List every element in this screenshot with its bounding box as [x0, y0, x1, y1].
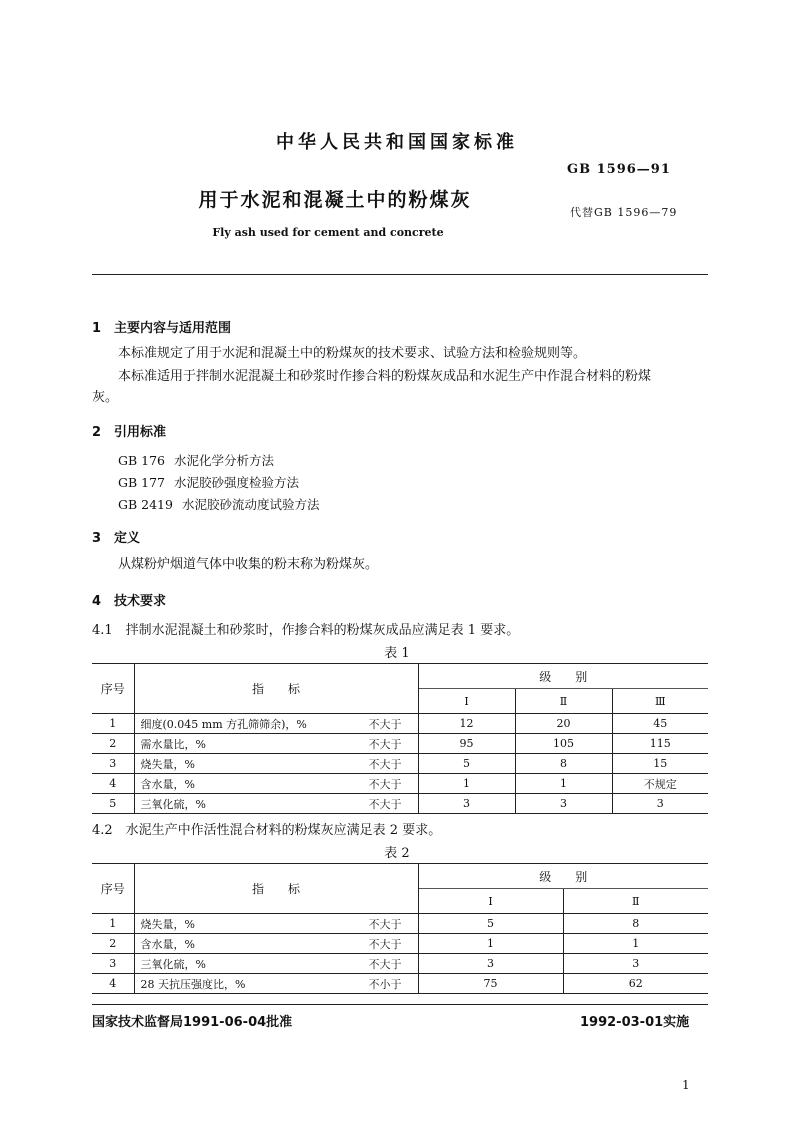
row-indicator-cell [134, 974, 418, 994]
header-rule [92, 274, 708, 275]
reference-title: 水泥胶砂强度检验方法 [174, 475, 300, 490]
table-1-caption: 表 1 [384, 646, 410, 661]
row-limit: 不大于 [368, 937, 402, 951]
table-2-header-grade: 级 别 [418, 864, 708, 889]
row-value: 75 [418, 974, 563, 994]
row-value: 15 [612, 754, 708, 774]
row-limit: 不大于 [368, 777, 402, 791]
row-limit: 不大于 [368, 717, 402, 731]
row-value: 12 [418, 714, 515, 734]
row-value: 8 [563, 914, 708, 934]
row-no: 4 [92, 774, 134, 794]
implementation-date: 1992-03-01实施 [580, 1015, 690, 1030]
row-value: 1 [563, 934, 708, 954]
row-value: 1 [515, 774, 612, 794]
page-number: 1 [682, 1078, 690, 1092]
table-2-header-indicator: 指 标 [134, 864, 418, 914]
row-indicator: 烧失量，% [140, 757, 195, 771]
row-no: 5 [92, 794, 134, 814]
document-title: 用于水泥和混凝土中的粉煤灰 [198, 189, 472, 211]
row-indicator: 28 天抗压强度比，% [140, 977, 246, 991]
table-2-grade: Ⅰ [418, 889, 563, 914]
table-1-header-grade: 级 别 [418, 664, 708, 689]
row-indicator: 三氧化硫，% [140, 957, 206, 971]
table-row [92, 774, 708, 794]
row-limit: 不大于 [368, 797, 402, 811]
row-value: 8 [515, 754, 612, 774]
row-value: 62 [563, 974, 708, 994]
table-2 [92, 863, 708, 994]
row-no: 2 [92, 734, 134, 754]
reference-code: GB 177 [118, 475, 166, 490]
section-1-paragraph-1: 本标准规定了用于水泥和混凝土中的粉煤灰的技术要求、试验方法和检验规则等。 [118, 346, 587, 361]
section-1-paragraph-2: 本标准适用于拌制水泥混凝土和砂浆时作掺合料的粉煤灰成品和水泥生产中作混合材料的粉煤 [118, 369, 652, 384]
row-value: 20 [515, 714, 612, 734]
row-value: 3 [563, 954, 708, 974]
table-row [92, 754, 708, 774]
reference-item [118, 451, 274, 469]
row-indicator-cell [134, 714, 418, 734]
row-indicator-cell [134, 774, 418, 794]
row-no: 1 [92, 714, 134, 734]
row-indicator: 三氧化硫，% [140, 797, 206, 811]
approval-line: 国家技术监督局1991-06-04批准 [92, 1015, 293, 1030]
footer-rule [92, 1004, 708, 1005]
table-1-header-no: 序号 [92, 664, 134, 714]
section-3-heading: 3 定义 [92, 531, 141, 546]
row-indicator: 烧失量，% [140, 917, 195, 931]
section-1-paragraph-2-cont: 灰。 [92, 390, 119, 405]
row-value: 5 [418, 754, 515, 774]
row-indicator-cell [134, 934, 418, 954]
table-1-header-indicator: 指 标 [134, 664, 418, 714]
row-no: 3 [92, 954, 134, 974]
clause-4-1: 4.1 拌制水泥混凝土和砂浆时，作掺合料的粉煤灰成品应满足表 1 要求。 [92, 623, 520, 638]
row-indicator-cell [134, 794, 418, 814]
row-value: 3 [515, 794, 612, 814]
table-row [92, 934, 708, 954]
row-value: 115 [612, 734, 708, 754]
row-indicator-cell [134, 734, 418, 754]
clause-4-2: 4.2 水泥生产中作活性混合材料的粉煤灰应满足表 2 要求。 [92, 823, 442, 838]
row-value: 1 [418, 934, 563, 954]
row-no: 4 [92, 974, 134, 994]
reference-title: 水泥胶砂流动度试验方法 [182, 497, 320, 512]
row-no: 2 [92, 934, 134, 954]
row-no: 1 [92, 914, 134, 934]
row-limit: 不大于 [368, 957, 402, 971]
table-row [92, 714, 708, 734]
row-value: 3 [612, 794, 708, 814]
row-indicator: 含水量，% [140, 937, 195, 951]
table-2-header-no: 序号 [92, 864, 134, 914]
table-row [92, 914, 708, 934]
reference-item [118, 495, 320, 513]
row-value: 不规定 [612, 774, 708, 794]
row-value: 1 [418, 774, 515, 794]
row-limit: 不大于 [368, 917, 402, 931]
table-1-grade: Ⅱ [515, 689, 612, 714]
reference-code: GB 2419 [118, 497, 173, 512]
table-row [92, 734, 708, 754]
row-indicator: 需水量比，% [140, 737, 206, 751]
row-value: 5 [418, 914, 563, 934]
table-row [92, 794, 708, 814]
row-indicator-cell [134, 754, 418, 774]
row-indicator-cell [134, 914, 418, 934]
row-value: 95 [418, 734, 515, 754]
table-row [92, 954, 708, 974]
table-2-caption: 表 2 [384, 846, 410, 861]
row-indicator: 细度(0.045 mm 方孔筛筛余)，% [140, 717, 307, 731]
row-indicator-cell [134, 954, 418, 974]
row-value: 3 [418, 794, 515, 814]
standard-number: GB 1596—91 [567, 162, 671, 177]
table-2-header-row [92, 864, 708, 889]
table-1-grade: Ⅲ [612, 689, 708, 714]
row-limit: 不大于 [368, 737, 402, 751]
row-indicator: 含水量，% [140, 777, 195, 791]
reference-item [118, 473, 299, 491]
table-row [92, 974, 708, 994]
row-no: 3 [92, 754, 134, 774]
table-1-grade: Ⅰ [418, 689, 515, 714]
row-limit: 不小于 [368, 977, 402, 991]
row-value: 105 [515, 734, 612, 754]
reference-code: GB 176 [118, 453, 166, 468]
replaces-standard: 代替GB 1596—79 [570, 206, 678, 219]
english-title: Fly ash used for cement and concrete [212, 226, 444, 239]
section-3-paragraph: 从煤粉炉烟道气体中收集的粉末称为粉煤灰。 [118, 557, 379, 572]
reference-title: 水泥化学分析方法 [174, 453, 275, 468]
country-standard-title: 中华人民共和国国家标准 [276, 132, 518, 153]
section-4-heading: 4 技术要求 [92, 594, 167, 609]
row-limit: 不大于 [368, 757, 402, 771]
row-value: 3 [418, 954, 563, 974]
table-2-grade: Ⅱ [563, 889, 708, 914]
table-1-header-row [92, 664, 708, 689]
row-value: 45 [612, 714, 708, 734]
section-1-heading: 1 主要内容与适用范围 [92, 321, 232, 336]
section-2-heading: 2 引用标准 [92, 425, 167, 440]
table-1 [92, 663, 708, 814]
